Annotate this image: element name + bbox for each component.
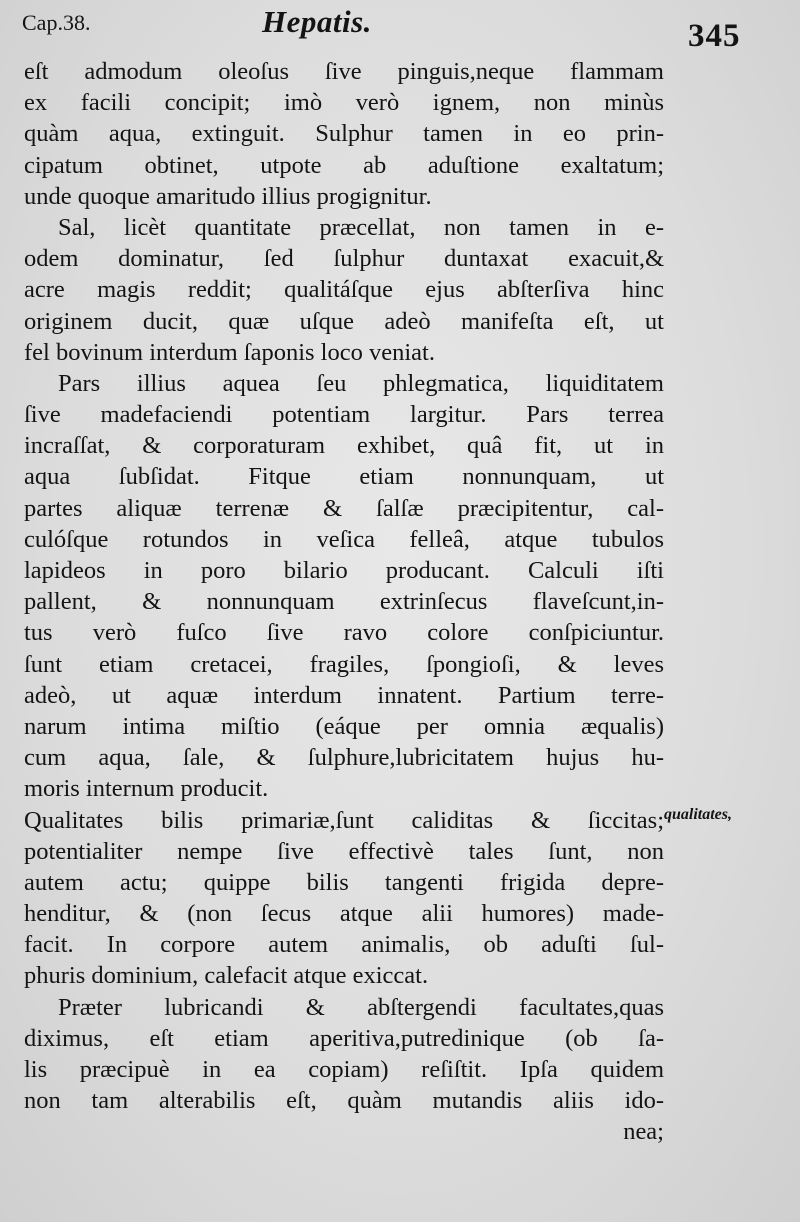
text-line: ex facili concipit; imò verò ignem, non minùs — [24, 89, 664, 117]
text-line: Qualitates bilis primariæ,ſunt caliditas & ſiccitas; — [24, 806, 664, 834]
text-line: aqua ſubſidat. Fitque etiam nonnunquam, ut — [24, 463, 664, 491]
text-line: partes aliquæ terrenæ & ſalſæ præcipitentur, cal- — [24, 494, 664, 522]
text-line: Pars illius aquea ſeu phlegmatica, liquiditatem — [58, 369, 664, 397]
text-line: ſive madefaciendi potentiam largitur. Pars terrea — [24, 401, 664, 429]
text-line: fel bovinum interdum ſaponis loco veniat. — [24, 338, 435, 366]
body-text — [24, 56, 664, 1148]
text-line: moris internum producit. — [24, 775, 269, 803]
text-line: ſunt etiam cretacei, fragiles, ſpongioſi, & leves — [24, 650, 664, 678]
text-line: diximus, eſt etiam aperitiva,putredinique (ob ſa- — [24, 1024, 664, 1052]
text-line: acre magis reddit; qualitáſque ejus abſterſiva hinc — [24, 276, 664, 304]
text-line: unde quoque amaritudo illius progignitur. — [24, 182, 432, 210]
text-line: adeò, ut aquæ interdum innatent. Partium terre- — [24, 681, 664, 709]
text-line: phuris dominium, calefacit atque exiccat. — [24, 962, 429, 990]
text-line: culóſque rotundos in veſica felleâ, atque tubulos — [24, 525, 664, 553]
text-line: originem ducit, quæ uſque adeò manifeſta eſt, ut — [24, 307, 664, 335]
text-line: potentialiter nempe ſive effectivè tales ſunt, non — [24, 837, 664, 865]
text-line: narum intima miſtio (eáque per omnia æqualis) — [24, 712, 664, 740]
text-line: quàm aqua, extinguit. Sulphur tamen in eo prin- — [24, 120, 664, 148]
text-line: eſt admodum oleoſus ſive pinguis,neque flammam — [24, 58, 664, 85]
running-title: Hepatis. — [262, 4, 372, 39]
text-line: lapideos in poro bilario producant. Calculi iſti — [24, 557, 664, 584]
text-line: non tam alterabilis eſt, quàm mutandis aliis ido- — [24, 1087, 664, 1115]
text-line: Præter lubricandi & abſtergendi facultates,quas — [58, 993, 664, 1021]
page-header — [0, 4, 800, 54]
catchword: nea; — [623, 1118, 664, 1146]
text-line: henditur, & (non ſecus atque alii humores) made- — [24, 900, 664, 928]
text-line: tus verò fuſco ſive ravo colore conſpiciuntur. — [24, 619, 664, 647]
text-line: facit. In corpore autem animalis, ob aduſti ſul- — [24, 931, 664, 959]
text-line: cipatum obtinet, utpote ab aduſtione exaltatum; — [24, 151, 664, 179]
text-line: autem actu; quippe bilis tangenti frigida depre- — [24, 868, 664, 896]
text-line: odem dominatur, ſed ſulphur duntaxat exacuit,& — [24, 245, 664, 273]
marginal-note: qualitates, — [664, 806, 733, 823]
text-line: cum aqua, ſale, & ſulphure,lubricitatem hujus hu- — [24, 744, 664, 772]
chapter-label: Cap.38. — [22, 10, 91, 35]
text-line: lis præcipuè in ea copiam) reſiſtit. Ipſa quidem — [24, 1056, 664, 1083]
text-line: incraſſat, & corporaturam exhibet, quâ fit, ut in — [24, 432, 664, 460]
text-line: pallent, & nonnunquam extrinſecus flaveſcunt,in- — [24, 588, 664, 616]
text-line: Sal, licèt quantitate præcellat, non tamen in e- — [58, 213, 664, 241]
page-number: 345 — [688, 18, 741, 54]
